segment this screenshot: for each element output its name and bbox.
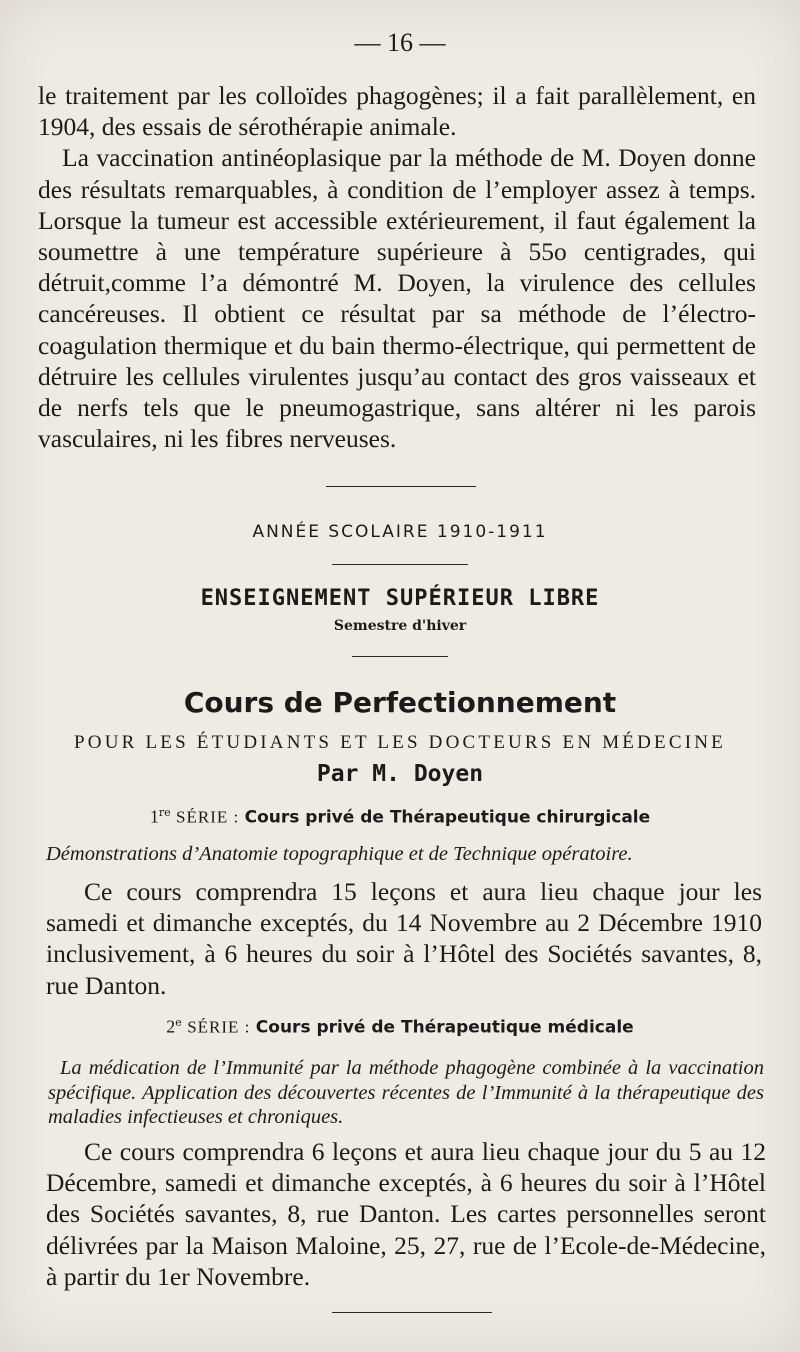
intro-line: le traitement par les colloïdes phagogènes; il a fait parallèlement, en 1904, des essais de sérothérapie animale. xyxy=(38,81,756,142)
series-label: SÉRIE : xyxy=(176,807,240,827)
separator-rule xyxy=(326,486,476,487)
separator-rule xyxy=(332,1312,492,1313)
series-1-heading xyxy=(0,806,800,828)
series-1-subtitle: Démonstrations d’Anatomie topographique et de Technique opératoire. xyxy=(46,843,633,865)
enseignement-heading: ENSEIGNEMENT SUPÉRIEUR LIBRE xyxy=(200,586,600,611)
intro-text xyxy=(38,80,756,454)
page-number: — 16 — xyxy=(354,28,446,57)
audience-line: POUR LES ÉTUDIANTS ET LES DOCTEURS EN MÉDECINE xyxy=(74,732,726,753)
intro-paragraph: La vaccination antinéoplasique par la méthode de M. Doyen donne des résultats remarquables, à condition de l’employer assez à temps. Lorsque la tumeur est accessible extérieurement, il faut également la soumettre à une température supérieure à 55o centigrades, qui détruit,comme l’a démontré M. Doyen, la virulence des cellules cancéreuses. Il obtient ce résultat par sa méthode de l’électro-coagulation thermique et du bain thermo-électrique, qui permettent de détruire les cellules virulentes jusqu’au contact des gros vaisseaux et de nerfs tels que le pneumogastrique, sans altérer ni les parois vasculaires, ni les fibres nerveuses. xyxy=(38,143,756,454)
series-number: 1 xyxy=(149,806,159,827)
semester-label: Semestre d'hiver xyxy=(333,618,467,634)
separator-rule xyxy=(332,564,468,565)
series-1-text: Ce cours comprendra 15 leçons et aura lieu chaque jour les samedi et dimanche exceptés, du 14 Novembre au 2 Décembre 1910 inclusivement, à 6 heures du soir à l’Hôtel des Sociétés savantes, 8, rue Danton. xyxy=(46,877,762,1000)
academic-year: ANNÉE SCOLAIRE 1910-1911 xyxy=(252,522,548,542)
separator-rule xyxy=(352,656,448,657)
course-title: Cours de Perfectionnement xyxy=(183,686,617,719)
series-number-suffix: e xyxy=(175,1016,182,1029)
series-2-heading xyxy=(0,1016,800,1038)
series-label: SÉRIE : xyxy=(187,1017,251,1037)
series-title: Cours privé de Thérapeutique chirurgicale xyxy=(244,807,651,828)
series-number: 2 xyxy=(166,1016,176,1037)
author-line: Par M. Doyen xyxy=(316,761,484,787)
series-number-suffix: re xyxy=(158,806,171,819)
series-title: Cours privé de Thérapeutique médicale xyxy=(255,1017,634,1038)
series-2-text: Ce cours comprendra 6 leçons et aura lieu chaque jour du 5 au 12 Décembre, samedi et dimanche exceptés, à 6 heures du soir à l’Hôtel des Sociétés savantes, 8, rue Danton. Les cartes personnelles seront délivrées par la Maison Maloine, 25, 27, rue de l’Ecole-de-Médecine, à partir du 1er Novembre. xyxy=(46,1137,766,1291)
series-2-subtitle: La médication de l’Immunité par la méthode phagogène combinée à la vaccination spécifique. Application des découvertes récentes de l’Immunité à la thérapeutique des maladies infectieuses et chroniques. xyxy=(48,1057,764,1128)
